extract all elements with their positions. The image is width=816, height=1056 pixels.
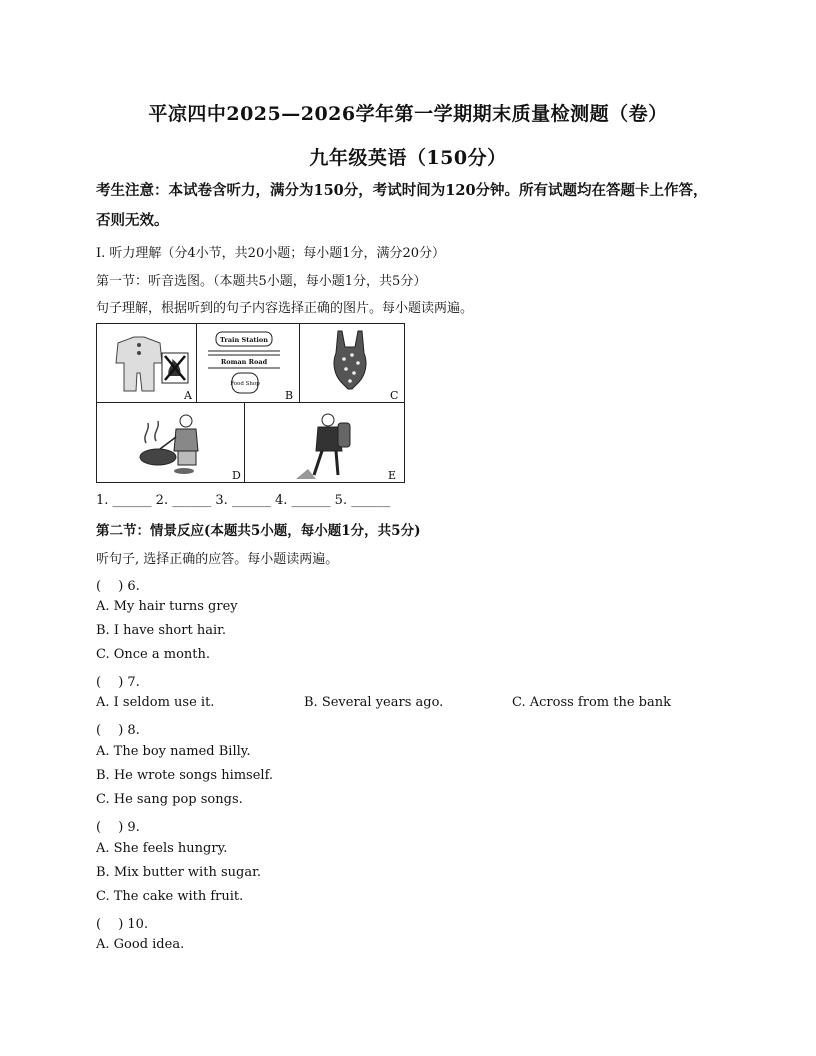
part1-heading: 第一节：听音选图。（本题共5小题，每小题1分，共5分） (96, 274, 427, 289)
answer-option: B. Mix butter with sugar. (96, 865, 261, 880)
exam-subtitle: 九年级英语（150分） (309, 147, 507, 169)
answer-option: C. He sang pop songs. (96, 792, 243, 807)
answer-option: B. I have short hair. (96, 623, 227, 638)
part2-heading: 第二节：情景反应(本题共5小题，每小题1分，共5分) (96, 523, 421, 539)
answer-option: A. The boy named Billy. (96, 744, 251, 759)
question-stem: ( ) 6. (96, 579, 140, 594)
sign-text: Food Shop (230, 381, 260, 387)
picture-label: C (390, 389, 399, 402)
answer-option: A. Good idea. (96, 937, 185, 952)
picture-label: A (184, 389, 192, 402)
question-stem: ( ) 9. (96, 820, 140, 835)
picture-label: E (388, 469, 397, 482)
answer-option: C. Across from the bank (512, 695, 671, 710)
section-heading: I. 听力理解（分4小节，共20小题；每小题1分，满分20分） (96, 246, 446, 261)
answer-option: B. Several years ago. (304, 695, 444, 710)
part2-instruction: 听句子, 选择正确的应答。每小题读两遍。 (96, 552, 339, 567)
question-stem: ( ) 8. (96, 723, 140, 738)
picture-label: D (232, 469, 241, 482)
part1-instruction: 句子理解，根据听到的句子内容选择正确的图片。每小题读两遍。 (96, 301, 474, 316)
answer-option: A. My hair turns grey (96, 599, 238, 614)
question-stem: ( ) 10. (96, 917, 149, 932)
listening-picture-grid (96, 323, 405, 483)
picture-label: B (285, 389, 294, 402)
answer-blanks: 1. ______ 2. ______ 3. ______ 4. ______ 5. ______ (96, 493, 391, 508)
answer-option: C. The cake with fruit. (96, 889, 244, 904)
question-stem: ( ) 7. (96, 675, 140, 690)
answer-option: A. She feels hungry. (96, 841, 228, 856)
exam-notice: 考生注意：本试卷含听力，满分为150分，考试时间为120分钟。所有试题均在答题卡上作答，否则无效。 (96, 182, 708, 229)
sign-text: Train Station (220, 336, 268, 344)
sign-text: Roman Road (220, 358, 268, 366)
answer-option: C. Once a month. (96, 647, 211, 662)
answer-option: A. I seldom use it. (96, 695, 215, 710)
answer-option: B. He wrote songs himself. (96, 768, 274, 783)
exam-title: 平凉四中2025—2026学年第一学期期末质量检测题（卷） (148, 103, 668, 125)
